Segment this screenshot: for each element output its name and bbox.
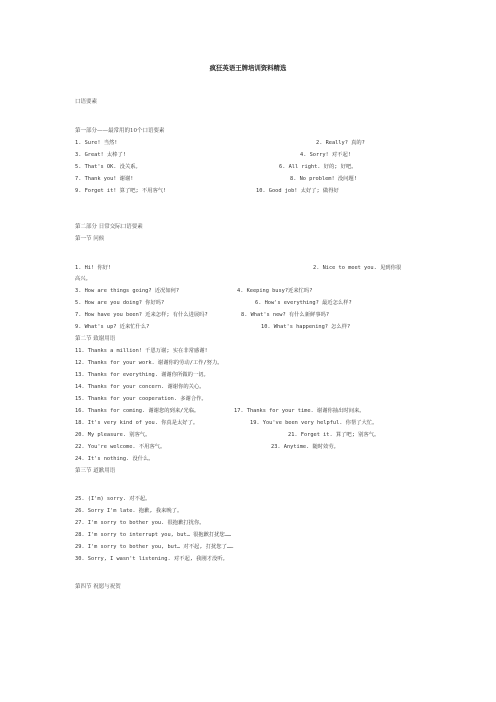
part1-heading: 第一部分——最常用的10个口语要素 bbox=[75, 128, 165, 134]
phrase-right: 10. Good job! 太好了; 做得好 bbox=[256, 188, 339, 194]
phrase-right: 2. Nice to meet you. 见到你很 bbox=[313, 265, 402, 271]
phrase-left: 12. Thanks for your work. 谢谢你的劳动/工作/努力。 bbox=[75, 360, 223, 366]
phrase-left: 7. Thank you! 谢谢! bbox=[75, 176, 134, 182]
phrase-left: 3. Great! 太棒了! bbox=[75, 152, 126, 158]
phrase-right: 21. Forget it. 算了吧; 别客气。 bbox=[288, 432, 380, 438]
section2-heading: 第二节 致谢用语 bbox=[75, 336, 116, 342]
section3-line: 30. Sorry, I wasn't listening. 对不起, 我刚才没听。 bbox=[75, 556, 228, 562]
doc-heading: 口语要素 bbox=[75, 99, 98, 105]
section3-heading: 第三节 道歉用语 bbox=[75, 468, 116, 474]
section4-heading: 第四节 祝愿与祝贺 bbox=[75, 584, 121, 590]
section3-line: 27. I'm sorry to bother you. 很抱歉打扰你。 bbox=[75, 520, 205, 526]
phrase-right: 17. Thanks for your time. 谢谢你抽出时间来。 bbox=[234, 408, 365, 414]
document-title: 疯狂英语王牌培训资料精选 bbox=[209, 64, 287, 72]
phrase-right: 2. Really? 真的? bbox=[316, 140, 365, 146]
phrase-left: 14. Thanks for your concern. 谢谢你的关心。 bbox=[75, 384, 205, 390]
section1-continuation: 高兴。 bbox=[75, 276, 91, 282]
section3-line: 28. I'm sorry to interrupt you, but… 很抱歉打扰您…… bbox=[75, 532, 232, 538]
section3-line: 29. I'm sorry to bother you, but… 对不起, 打扰您了…… bbox=[75, 544, 234, 550]
section3-line: 26. Sorry I'm late. 抱歉, 我来晚了。 bbox=[75, 508, 183, 514]
phrase-left: 15. Thanks for your cooperation. 多谢合作。 bbox=[75, 396, 207, 402]
phrase-left: 1. Hi! 你好! bbox=[75, 265, 112, 271]
phrase-right: 4. Sorry! 对不起! bbox=[300, 152, 351, 158]
phrase-left: 5. That's OK. 没关系。 bbox=[75, 164, 141, 170]
phrase-left: 1. Sure! 当然! bbox=[75, 140, 118, 146]
phrase-left: 5. How are you doing? 你好吗? bbox=[75, 300, 165, 306]
phrase-right: 23. Anytime. 随时效劳。 bbox=[271, 444, 339, 450]
phrase-right: 10. What's happening? 怎么样? bbox=[261, 324, 351, 330]
phrase-left: 20. My pleasure. 别客气。 bbox=[75, 432, 151, 438]
part2-heading: 第二部分 日常交际口语要素 bbox=[75, 224, 143, 230]
section3-line: 25. (I'm) sorry. 对不起。 bbox=[75, 496, 151, 502]
phrase-right: 4. Keeping busy?近来忙吗? bbox=[237, 288, 313, 294]
phrase-right: 8. No problem! 没问题! bbox=[290, 176, 357, 182]
phrase-left: 13. Thanks for everything. 谢谢你所做的一切。 bbox=[75, 372, 209, 378]
phrase-left: 9. Forget it! 算了吧; 不用客气! bbox=[75, 188, 167, 194]
phrase-right: 6. All right. 好的; 好吧。 bbox=[279, 164, 357, 170]
phrase-right: 6. How's everything? 最近怎么样? bbox=[255, 300, 352, 306]
phrase-left: 3. How are things going? 近况如何? bbox=[75, 288, 180, 294]
phrase-right: 19. You've been very helpful. 你帮了大忙。 bbox=[250, 420, 378, 426]
phrase-left: 16. Thanks for coming. 谢谢您的到来/光临。 bbox=[75, 408, 200, 414]
phrase-left: 22. You're welcome. 不用客气。 bbox=[75, 444, 166, 450]
phrase-left: 24. It's nothing. 没什么。 bbox=[75, 456, 154, 462]
phrase-left: 9. What's up? 近来忙什么? bbox=[75, 324, 150, 330]
section1-heading: 第一节 问候 bbox=[75, 236, 105, 242]
phrase-left: 11. Thanks a million! 千恩万谢; 实在非常感谢! bbox=[75, 348, 208, 354]
phrase-left: 18. It's very kind of you. 你真是太好了。 bbox=[75, 420, 199, 426]
phrase-right: 8. What's new? 有什么新鲜事吗? bbox=[241, 312, 330, 318]
phrase-left: 7. How have you been? 近来怎样; 有什么进展吗? bbox=[75, 312, 208, 318]
